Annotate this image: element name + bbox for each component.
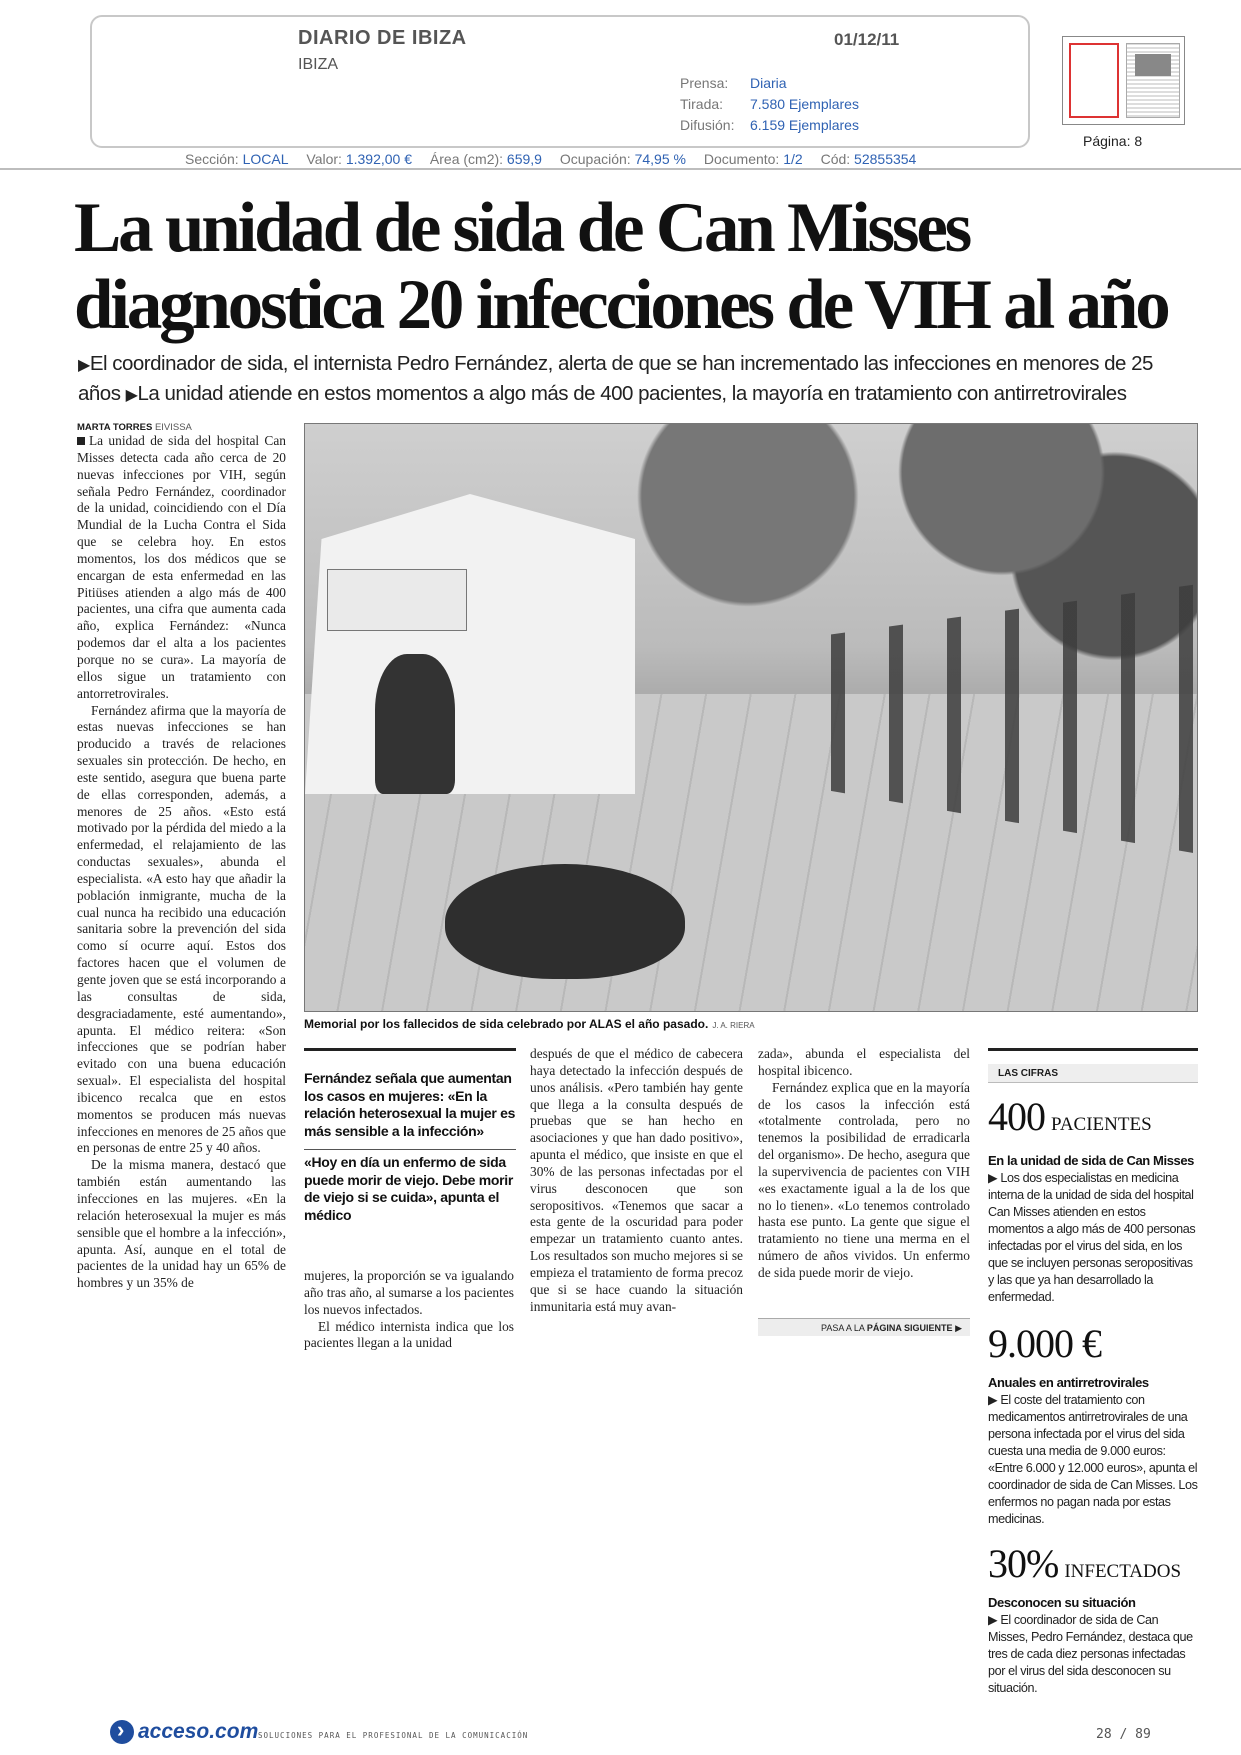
sidebar-tag: LAS CIFRAS	[988, 1064, 1198, 1083]
photo-flower-heart	[445, 864, 685, 979]
tirada-value: 7.580 Ejemplares	[750, 96, 859, 112]
continue-next-page[interactable]	[758, 1318, 970, 1336]
area-label: Área (cm2):	[429, 151, 504, 167]
figure-unit: PACIENTES	[1051, 1114, 1152, 1135]
documento-label: Documento:	[703, 151, 780, 167]
paragraph: mujeres, la proporción se va igualando año tras año, al sumarse a los pacientes los nuevos infectados.	[304, 1268, 514, 1317]
triangle-bullet-icon: ▶	[988, 1393, 1001, 1407]
triangle-bullet-icon: ▶	[988, 1171, 1001, 1185]
logo-text: acceso.com	[138, 1720, 259, 1743]
figure-text: ▶ El coordinador de sida de Can Misses, Pedro Fernández, destaca que tres de cada diez personas infectadas por el virus del sida desconocen su situación.	[988, 1613, 1193, 1695]
publication-city: IBIZA	[298, 56, 339, 73]
article-deck	[78, 350, 1198, 410]
seccion-value: LOCAL	[242, 151, 289, 167]
prensa-row	[680, 75, 787, 91]
byline	[77, 422, 192, 433]
tirada-label: Tirada:	[680, 96, 724, 112]
figure-number: 30% INFECTADOS	[988, 1541, 1182, 1586]
tirada-row	[680, 96, 859, 112]
pull-quote-2: «Hoy en día un enfermo de sida puede morir de viejo. Debe morir de viejo si se cuida», apunta el médico	[304, 1154, 514, 1223]
photo-caption: Memorial por los fallecidos de sida celebrado por ALAS el año pasado. J. A. RIERA	[304, 1017, 755, 1031]
paragraph: Fernández explica que en la mayoría de los casos la infección está «totalmente controlada, pero no tenemos la posibilidad de erradicarla del organismo». De hecho, asegura que la supervivencia de pacientes con VIH «es exactamente igual a la de los que no lo tienen». «Lo tenemos controlado hasta ese punto. La gente que sigue el tratamiento no tiene una merma en el número de años vividos. Un enfermo de sida puede morir de viejo.	[758, 1079, 970, 1280]
deck-part-2: La unidad atiende en estos momentos a algo más de 400 pacientes, la mayoría en tratamiento con antirretrovirales	[137, 382, 1127, 405]
footer-tagline: SOLUCIONES PARA EL PROFESIONAL DE LA COMUNICACIÓN	[258, 1731, 529, 1740]
prensa-label: Prensa:	[680, 75, 729, 91]
paragraph: El médico internista indica que los pacientes llegan a la unidad	[304, 1318, 514, 1351]
article-headline	[74, 190, 1204, 344]
triangle-bullet-icon: ▶	[78, 357, 90, 374]
ocupacion-label: Ocupación:	[559, 151, 631, 167]
pull-quote-1: Fernández señala que aumentan los casos en mujeres: «En la relación heterosexual la mujer es más sensible a la infección»	[304, 1070, 516, 1139]
figure-heading: Anuales en antirretrovirales	[988, 1375, 1149, 1390]
figure-text: ▶ Los dos especialistas en medicina interna de la unidad de sida del hospital Can Misses atienden en estos momentos a algo más de 400 personas infectadas por el virus del sida, en los que se incluyen personas seropositivas y las que ya han desarrollado la enfermedad.	[988, 1171, 1196, 1304]
page-label: Página:	[1083, 133, 1131, 149]
clipping-metadata-bar	[185, 151, 930, 167]
figure-text: ▶ El coste del tratamiento con medicamentos antirretrovirales de una persona infectada por el virus del sida cuesta una media de 9.000 euros: «Entre 6.000 y 12.000 euros», apunta el coordinador de sida de Can Misses. Los enfermos no pagan nada por estas medicinas.	[988, 1393, 1198, 1526]
paragraph: La unidad de sida del hospital Can Misses detecta cada año cerca de 20 nuevas infecciones por VIH, según señala Pedro Fernández, coordinador de la unidad, coincidiendo con el Día Mundial de la Lucha Contra el Sida que se celebra hoy. En estos momentos, los dos médicos que se encargan de esta enfermedad en las Pitiüses atienden a algo más de 400 pacientes, una cifra que aumenta cada año, explica Fernández: «Nunca podemos dar el alta a los pacientes porque no se cura». La mayoría de ellos sigue un tratamiento con antorretrovirales.	[77, 433, 286, 701]
publication-date: 01/12/11	[834, 30, 900, 49]
acceso-logo[interactable]	[110, 1720, 258, 1744]
headline-line-2: diagnostica 20 infecciones de VIH al año	[74, 266, 1168, 344]
byline-place: EIVISSA	[154, 422, 192, 433]
headline-line-1: La unidad de sida de Can Misses	[74, 189, 970, 267]
continue-bold: PÁGINA SIGUIENTE	[866, 1323, 953, 1333]
clipping-header	[90, 15, 1030, 148]
publication-name: DIARIO DE IBIZA	[298, 27, 467, 49]
difusion-label: Difusión:	[680, 117, 735, 133]
difusion-row	[680, 117, 859, 133]
difusion-value: 6.159 Ejemplares	[750, 117, 859, 133]
memorial-photo	[304, 423, 1198, 1012]
figure-heading: Desconocen su situación	[988, 1595, 1136, 1610]
figure-unit: INFECTADOS	[1064, 1561, 1182, 1582]
play-triangle-icon: ▶	[955, 1323, 962, 1333]
sidebar-rule	[988, 1048, 1198, 1051]
article-column-3	[530, 1046, 743, 1316]
paragraph: zada», abunda el especialista del hospital ibicenco.	[758, 1046, 970, 1078]
ocupacion-value: 74,95 %	[634, 151, 686, 167]
triangle-bullet-icon: ▶	[988, 1613, 1001, 1627]
paragraph: De la misma manera, destacó que también están aumentando las infecciones en las mujeres. «En la relación heterosexual la mujer es más sensible que el hombre a la infección», apunta. Así, aunque en el total de pacientes de la unidad hay un 65% de hombres y un 35% de	[77, 1157, 286, 1291]
pull-quote-rule	[304, 1048, 516, 1051]
figure-number: 400 PACIENTES	[988, 1094, 1152, 1139]
cod-value: 52855354	[854, 151, 917, 167]
photo-banner	[327, 569, 467, 631]
prensa-value: Diaria	[750, 75, 787, 91]
page-value: 8	[1134, 133, 1143, 149]
thumbnail-page-icon	[1126, 43, 1180, 118]
acceso-arrow-icon	[110, 1720, 134, 1744]
pull-quote-divider	[304, 1149, 516, 1150]
photo-credit: J. A. RIERA	[712, 1021, 755, 1030]
article-column-1	[77, 433, 286, 1292]
figure-number: 9.000 €	[988, 1321, 1101, 1366]
cod-label: Cód:	[820, 151, 851, 167]
paragraph: Fernández afirma que la mayoría de estas nuevas infecciones se han producido a través de relaciones sexuales sin protección. De hecho, en este sentido, asegura que buena parte de ellas corresponden, además, a menores de 25 años. «Esto está motivado por la pérdida del miedo a la enfermedad, el relajamiento de las conductas sexuales», abunda el especialista. «A esto hay que añadir la población inmigrante, mucha de la cual nunca ha recibido una educación sanitaria sobre la prevención del sida como sí ocurre aquí. Estos dos factores hacen que el volumen de gente joven que se está incorporando a las consultas de sida, desgraciadamente, esté aumentando», apunta. El médico reitera: «Son infecciones que se podrían haber evitado con una buena educación sexual». El especialista del hospital ibicenco recalca que en estos momentos se producen más nuevas infecciones en menores de 25 años que en personas de entre 25 y 40 años.	[77, 702, 286, 1156]
seccion-label: Sección:	[185, 151, 239, 167]
valor-value: 1.392,00 €	[345, 151, 413, 167]
header-divider	[0, 168, 1241, 170]
figure-heading: En la unidad de sida de Can Misses	[988, 1153, 1195, 1168]
triangle-bullet-icon: ▶	[125, 387, 138, 404]
byline-author: MARTA TORRES	[77, 422, 153, 433]
continue-prefix: PASA A LA	[820, 1323, 865, 1333]
article-column-2	[304, 1268, 514, 1352]
valor-label: Valor:	[306, 151, 342, 167]
deck-part-1: El coordinador de sida, el internista Pedro Fernández, alerta de que se han incrementado las infecciones en menores de 25 años	[78, 352, 1153, 405]
paragraph: después de que el médico de cabecera haya detectado la infección después de unos análisis. «Pero también hay gente que llega a la consulta después de pruebas que se han hecho en asociaciones y que han dado positivo», apunta el médico, que insiste en que el 30% de las personas infectadas por el virus desconocen que son seropositivos. «Tenemos que sacar a esta gente de la oscuridad para poder empezar un tratamiento cuanto antes. Los resultados son mucho mejores si se empieza el tratamiento de forma precoz que si se hace cuando la situación inmunitaria está muy avan-	[530, 1046, 743, 1314]
lead-square-icon	[77, 437, 85, 445]
area-value: 659,9	[506, 151, 542, 167]
page-indicator	[1083, 133, 1142, 149]
page-thumbnail[interactable]	[1062, 36, 1185, 125]
article-column-4	[758, 1046, 970, 1282]
documento-value: 1/2	[783, 151, 803, 167]
photo-tent	[305, 494, 635, 794]
thumbnail-highlight	[1069, 43, 1119, 118]
photo-guitarist	[375, 654, 455, 794]
footer-page-number: 28 / 89	[1096, 1727, 1151, 1742]
